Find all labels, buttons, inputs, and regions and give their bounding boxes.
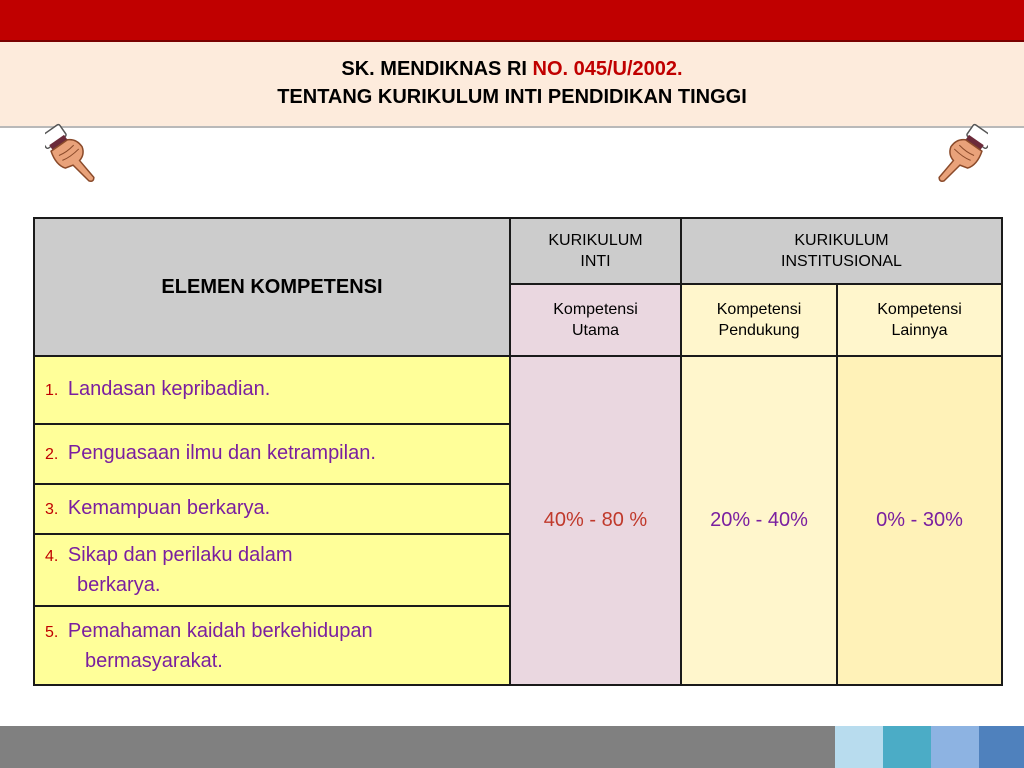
kompetensi-pendukung-header: Kompetensi Pendukung bbox=[681, 284, 837, 356]
row-text: Sikap dan perilaku dalam bbox=[67, 544, 293, 566]
page-title bbox=[0, 58, 1024, 81]
row-text: Pemahaman kaidah berkehidupan bbox=[67, 619, 373, 642]
kompetensi-pendukung-value: 20% - 40% bbox=[681, 356, 837, 685]
table-row bbox=[34, 606, 510, 685]
footer-square bbox=[979, 726, 1024, 768]
row-text-continued: berkarya. bbox=[77, 574, 161, 596]
table-row bbox=[34, 484, 510, 534]
pointing-hand-icon bbox=[928, 118, 988, 190]
row-text: Kemampuan berkarya. bbox=[67, 497, 271, 519]
top-red-bar bbox=[0, 0, 1024, 42]
kurikulum-inti-header: KURIKULUM INTI bbox=[510, 218, 681, 284]
row-text-continued: bermasyarakat. bbox=[85, 649, 223, 672]
title-decree-number: NO. 045/U/2002. bbox=[532, 58, 683, 80]
kompetensi-utama-header: Kompetensi Utama bbox=[510, 284, 681, 356]
row-number: 2. bbox=[45, 446, 59, 463]
table-row bbox=[34, 356, 510, 424]
kurikulum-institusional-header: KURIKULUM INSTITUSIONAL bbox=[681, 218, 1002, 284]
pointing-hand-icon bbox=[45, 118, 105, 190]
kompetensi-lainnya-header: Kompetensi Lainnya bbox=[837, 284, 1002, 356]
kompetensi-utama-value: 40% - 80 % bbox=[510, 356, 681, 685]
title-decree: SK. MENDIKNAS RI bbox=[341, 58, 533, 80]
elemen-kompetensi-header: ELEMEN KOMPETENSI bbox=[34, 218, 510, 356]
row-number: 5. bbox=[45, 623, 59, 641]
table-row bbox=[34, 424, 510, 484]
table-row bbox=[34, 534, 510, 606]
kompetensi-lainnya-value: 0% - 30% bbox=[837, 356, 1002, 685]
row-text: Penguasaan ilmu dan ketrampilan. bbox=[67, 442, 376, 464]
page-subtitle: TENTANG KURIKULUM INTI PENDIDIKAN TINGGI bbox=[277, 86, 747, 108]
row-number: 3. bbox=[45, 501, 59, 518]
footer-square bbox=[931, 726, 979, 768]
row-text: Landasan kepribadian. bbox=[67, 378, 271, 400]
footer-square bbox=[835, 726, 883, 768]
row-number: 4. bbox=[45, 548, 59, 565]
row-number: 1. bbox=[45, 382, 59, 399]
title-band bbox=[0, 42, 1024, 128]
footer-square bbox=[883, 726, 931, 768]
competency-table bbox=[33, 217, 1003, 686]
